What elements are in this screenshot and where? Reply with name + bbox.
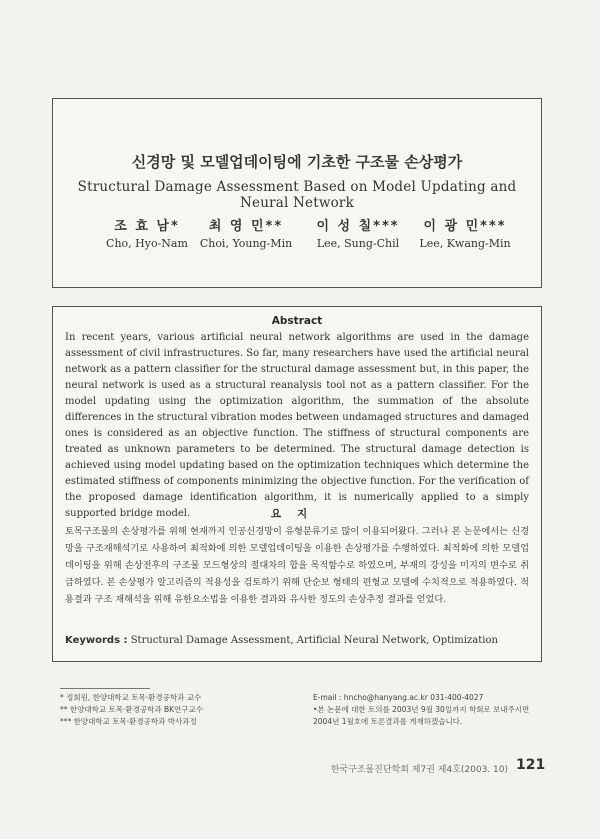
keywords-label: Keywords : [65,635,128,646]
keywords-text: Structural Damage Assessment, Artificial Neural Network, Optimization [130,635,498,646]
author-2-korean: 최 영 민** [208,219,284,234]
authors-english [53,237,541,255]
footnote-divider [60,688,150,689]
journal-citation: 한국구조물진단학회 제7권 제4호(2003. 10) [330,765,508,775]
title-korean: 신경망 및 모델업데이팅에 기초한 구조물 손상평가 [131,153,463,171]
author-4-english: Lee, Kwang-Min [419,237,511,250]
footnote-1: * 정회원, 한양대학교 토목·환경공학과 교수 [60,693,202,702]
author-3-english: Lee, Sung-Chil [316,237,400,250]
author-2-english: Choi, Young-Min [199,237,293,250]
discussion-note: •본 논문에 대한 토의를 2003년 9월 30일까지 학회로 보내주시면 2004년 1월호에 토론결과를 게재하겠습니다. [313,705,530,726]
keywords [65,635,529,646]
abstract-text: In recent years, various artificial neural network algorithms are used in the damage assessment of civil infrastructures. So far, many researchers have used the artificial neural network as a pattern classifier for the structural damage assessment but, in this paper, the neural network is used as a structural reanalysis tool not as a pattern classifier. For the model updating using the optimization algorithm, the summation of the absolute differences in the structural vibration modes between undamaged structures and damaged ones is considered as an objective function. The stiffness of structural components are treated as unknown parameters to be determined. The structural damage detection is achieved using model updating based on the optimization techniques which determine the estimated stiffness of components minimizing the objective function. For the verification of the proposed damage identification algorithm, it is numerically applied to a simply supported bridge model. [65,332,529,519]
summary-text: 토목구조물의 손상평가를 위해 현재까지 인공신경망이 유형분류기로 많이 이용되어왔다. 그러나 본 논문에서는 신경망을 구조재해석기로 사용하여 최적화에 의한 모델업데이팅을 이용한 손상평가를 수행하였다. 최적화에 의한 모델업데이팅을 위해 손상전후의 구조물 모드형상의 절대차의 합을 목적함수로 하였으며, 부재의 강성을 미지의 변수로 취급하였다. 본 손상평가 알고리즘의 적용성을 검토하기 위해 단순보 형태의 편형교 모델에 수치적으로 적용하였다. 적용결과 구조 재해석을 위해 유한요소법을 이용한 결과와 유사한 정도의 손상추정 결과를 얻었다. [65,526,529,605]
author-footnotes [60,692,300,728]
footnote-2: ** 한양대학교 토목·환경공학과 BK연구교수 [60,705,204,714]
author-3-korean: 이 성 칠*** [316,219,400,234]
page-number: 121 [516,757,546,773]
contact-email: E-mail : hncho@hanyang.ac.kr 031-400-4027 [313,693,484,702]
abstract-heading: Abstract [271,315,323,327]
author-1-korean: 조 효 남* [114,219,180,234]
footnote-3: *** 한양대학교 토목·환경공학과 박사과정 [60,717,197,726]
title-box [52,98,542,288]
author-1-english: Cho, Hyo-Nam [106,237,188,250]
summary-heading: 요지 [270,508,324,520]
title-english: Structural Damage Assessment Based on Model Updating and Neural Network [77,179,517,211]
author-4-korean: 이 광 민*** [423,219,507,234]
authors-korean [53,215,541,233]
abstract-box [52,306,542,662]
contact-info [313,692,543,728]
